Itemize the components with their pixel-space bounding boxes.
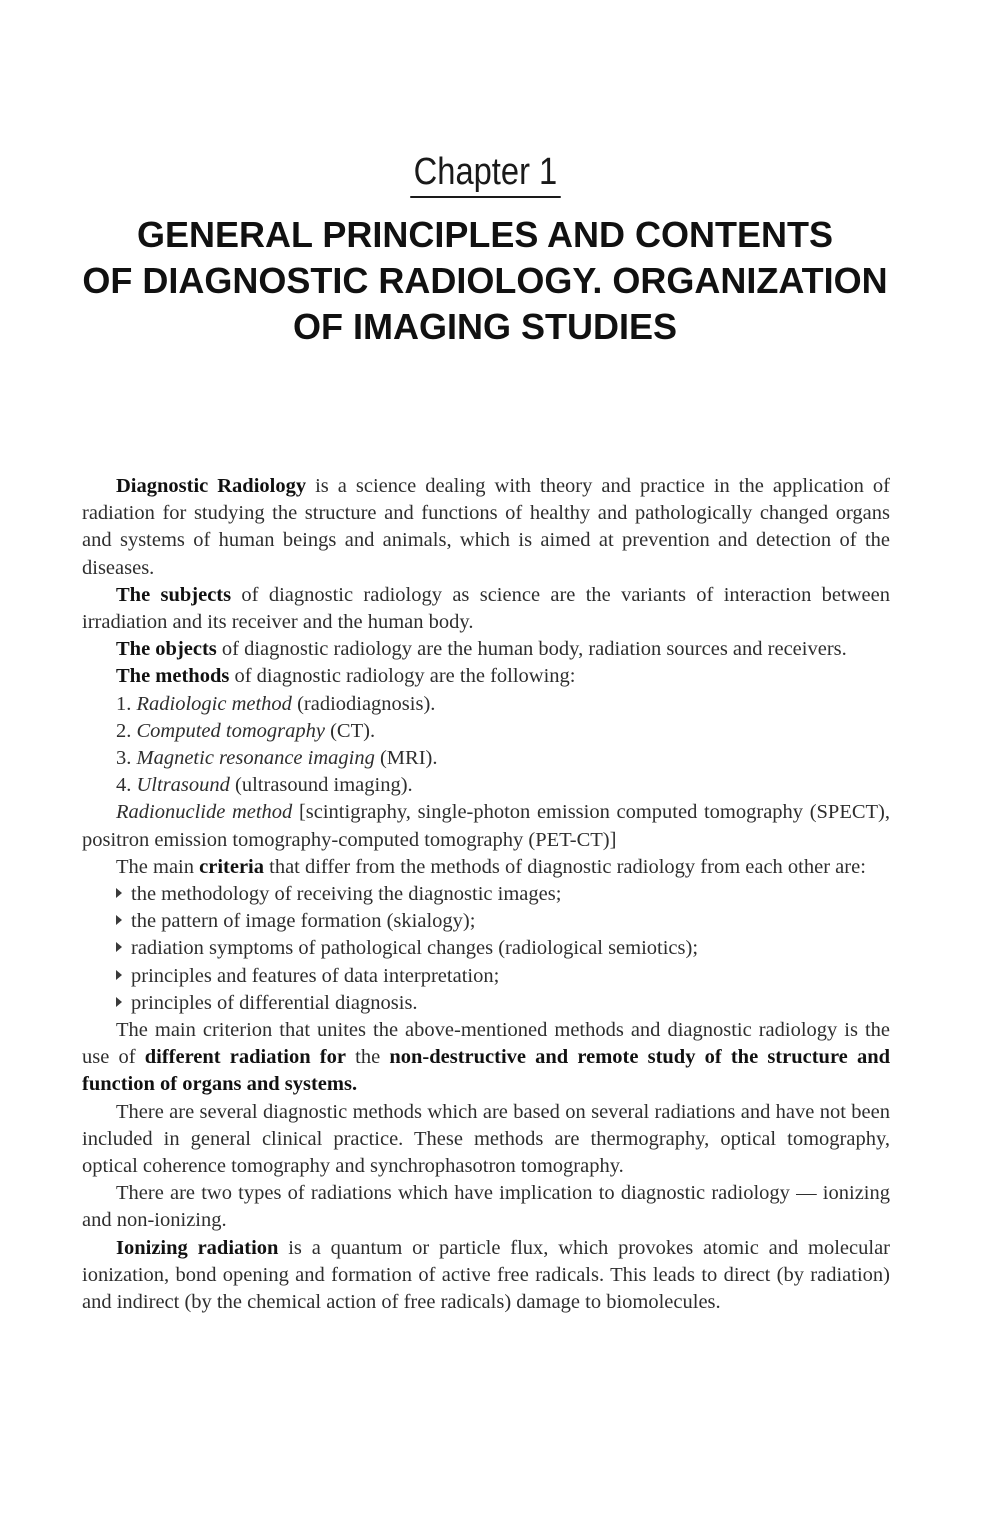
paragraph-subjects: The subjects of diagnostic radiology as science are the variants of interaction between irradiation and its receiver and the human body. [82, 583, 890, 634]
criteria-item: the pattern of image formation (skialogy); [82, 908, 890, 935]
paragraph-objects: The objects of diagnostic radiology are the human body, radiation sources and receivers. [116, 638, 847, 661]
method-item: 4. Ultrasound (ultrasound imaging). [116, 774, 413, 797]
term: Ionizing radiation [116, 1236, 279, 1259]
bullet-triangle-icon [116, 942, 122, 952]
bullet-triangle-icon [116, 970, 122, 980]
chapter-title-line: OF DIAGNOSTIC RADIOLOGY. ORGANIZATION [82, 260, 888, 301]
paragraph-radionuclide: Radionuclide method [scintigraphy, single-photon emission computed tomography (SPECT), positron emission tomography-computed tomography (PET-CT)] [82, 801, 891, 851]
term: The subjects [116, 583, 232, 606]
criteria-item: principles and features of data interpretation; [82, 963, 890, 990]
paragraph-main-criterion: The main criterion that unites the above-mentioned methods and diagnostic radiology is the use of different radiation for the non-destructive and remote study of the structure and function of organs and systems. [82, 1019, 890, 1096]
chapter-title [0, 212, 970, 350]
body-text [82, 473, 890, 1316]
paragraph-definition: Diagnostic Radiology is a science dealing with theory and practice in the application of radiation for studying the structure and functions of healthy and pathologically changed organs and systems of human beings and animals, which is aimed at prevention and detection of the diseases. [82, 475, 890, 579]
chapter-header [0, 148, 970, 350]
chapter-title-line: OF IMAGING STUDIES [292, 306, 677, 347]
paragraph-criteria: The main criteria that differ from the methods of diagnostic radiology from each other are: [116, 855, 866, 878]
bullet-triangle-icon [116, 915, 122, 925]
paragraph-other-methods: There are several diagnostic methods which are based on several radiations and have not been included in general clinical practice. These methods are thermography, optical tomography, optical coherence tomography and synchrophasotron tomography. [82, 1100, 890, 1178]
bullet-triangle-icon [116, 888, 122, 898]
term: Diagnostic Radiology [116, 475, 307, 497]
paragraph-ionizing: Ionizing radiation is a quantum or particle flux, which provokes atomic and molecular ionization, bond opening and formation of active free radicals. This leads to direct (by radiation) and indirect (by the chemical action of free radicals) damage to biomolecules. [82, 1236, 890, 1314]
method-item: 2. Computed tomography (CT). [116, 719, 376, 742]
criteria-item: the methodology of receiving the diagnostic images; [82, 881, 890, 908]
bullet-triangle-icon [116, 997, 122, 1007]
method-item: 1. Radiologic method (radiodiagnosis). [116, 692, 436, 715]
term: The methods [116, 665, 230, 688]
paragraph-methods: The methods of diagnostic radiology are the following: [116, 665, 576, 688]
chapter-label: Chapter 1 [410, 148, 560, 198]
criteria-item: radiation symptoms of pathological changes (radiological semiotics); [82, 935, 890, 962]
criteria-item: principles of differential diagnosis. [82, 990, 890, 1017]
method-item: 3. Magnetic resonance imaging (MRI). [116, 747, 438, 770]
chapter-title-line: GENERAL PRINCIPLES AND CONTENTS [136, 214, 834, 255]
term: The objects [116, 638, 217, 661]
paragraph-radiation-types: There are two types of radiations which have implication to diagnostic radiology — ionizing and non-ionizing. [82, 1182, 890, 1232]
